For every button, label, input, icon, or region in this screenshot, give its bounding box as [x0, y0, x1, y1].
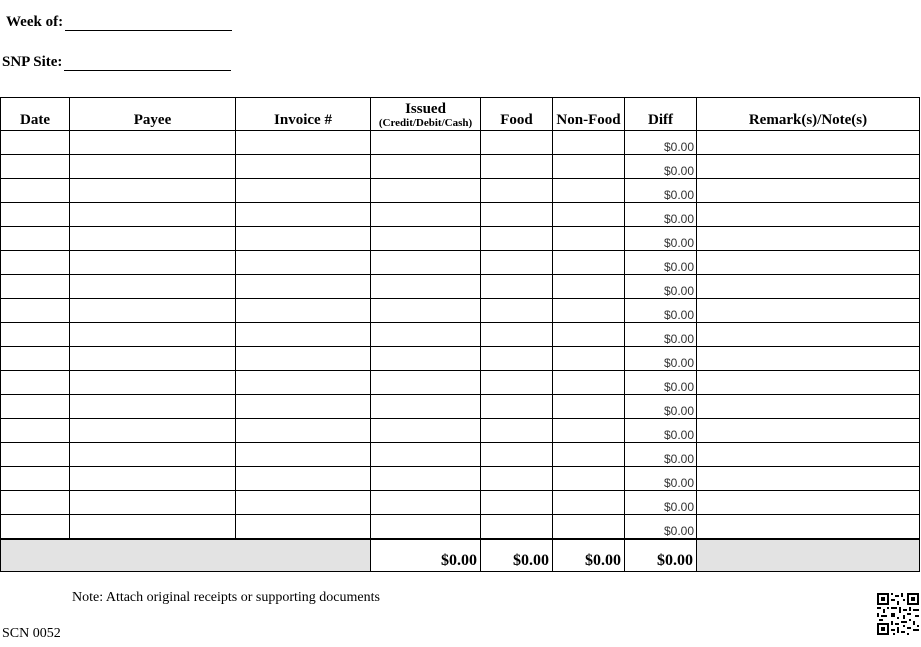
- food-cell[interactable]: [481, 203, 553, 227]
- header-issued: [371, 98, 481, 131]
- payee-cell[interactable]: [70, 395, 236, 419]
- issued-cell[interactable]: [371, 371, 481, 395]
- issued-cell[interactable]: [371, 275, 481, 299]
- invoice-cell[interactable]: [236, 491, 371, 515]
- diff-cell: $0.00: [625, 203, 697, 227]
- invoice-cell[interactable]: [236, 515, 371, 540]
- table-row: [1, 251, 920, 275]
- snp-site-input-line[interactable]: [64, 54, 231, 71]
- issued-cell[interactable]: [371, 443, 481, 467]
- issued-cell[interactable]: [371, 515, 481, 540]
- nonfood-cell[interactable]: [553, 419, 625, 443]
- header-issued-label: Issued: [405, 101, 446, 117]
- nonfood-cell[interactable]: [553, 395, 625, 419]
- header-row: [1, 98, 920, 131]
- table-row: [1, 323, 920, 347]
- food-cell[interactable]: [481, 323, 553, 347]
- diff-cell: $0.00: [625, 227, 697, 251]
- food-cell[interactable]: [481, 251, 553, 275]
- payee-cell[interactable]: [70, 347, 236, 371]
- table-row: [1, 467, 920, 491]
- remarks-cell[interactable]: [697, 371, 920, 395]
- date-cell[interactable]: [1, 395, 70, 419]
- payee-cell[interactable]: [70, 179, 236, 203]
- invoice-cell[interactable]: [236, 251, 371, 275]
- date-cell[interactable]: [1, 371, 70, 395]
- food-cell[interactable]: [481, 443, 553, 467]
- table-row: [1, 299, 920, 323]
- date-cell[interactable]: [1, 179, 70, 203]
- table-row: [1, 275, 920, 299]
- issued-cell[interactable]: [371, 491, 481, 515]
- nonfood-cell[interactable]: [553, 467, 625, 491]
- total-issued: $0.00: [371, 539, 481, 572]
- food-cell[interactable]: [481, 179, 553, 203]
- date-cell[interactable]: [1, 155, 70, 179]
- remarks-cell[interactable]: [697, 131, 920, 155]
- issued-cell[interactable]: [371, 227, 481, 251]
- diff-cell: $0.00: [625, 347, 697, 371]
- remarks-cell[interactable]: [697, 227, 920, 251]
- payee-cell[interactable]: [70, 299, 236, 323]
- nonfood-cell[interactable]: [553, 179, 625, 203]
- issued-cell[interactable]: [371, 131, 481, 155]
- food-cell[interactable]: [481, 347, 553, 371]
- invoice-cell[interactable]: [236, 275, 371, 299]
- remarks-cell[interactable]: [697, 419, 920, 443]
- invoice-cell[interactable]: [236, 323, 371, 347]
- table-row: [1, 419, 920, 443]
- form-code: SCN 0052: [2, 626, 61, 641]
- nonfood-cell[interactable]: [553, 371, 625, 395]
- diff-cell: $0.00: [625, 395, 697, 419]
- table-row: [1, 371, 920, 395]
- table-row: [1, 347, 920, 371]
- date-cell[interactable]: [1, 347, 70, 371]
- date-cell[interactable]: [1, 275, 70, 299]
- food-cell[interactable]: [481, 491, 553, 515]
- date-cell[interactable]: [1, 323, 70, 347]
- date-cell[interactable]: [1, 491, 70, 515]
- total-food: $0.00: [481, 539, 553, 572]
- table-row: [1, 227, 920, 251]
- table-row: [1, 395, 920, 419]
- remarks-cell[interactable]: [697, 251, 920, 275]
- header-payee: Payee: [70, 98, 236, 131]
- attachment-note: Note: Attach original receipts or supporting documents: [72, 590, 380, 605]
- invoice-cell[interactable]: [236, 443, 371, 467]
- invoice-cell[interactable]: [236, 179, 371, 203]
- invoice-cell[interactable]: [236, 227, 371, 251]
- payee-cell[interactable]: [70, 491, 236, 515]
- date-cell[interactable]: [1, 203, 70, 227]
- diff-cell: $0.00: [625, 419, 697, 443]
- date-cell[interactable]: [1, 299, 70, 323]
- invoice-cell[interactable]: [236, 155, 371, 179]
- header-remarks: Remark(s)/Note(s): [697, 98, 920, 131]
- issued-cell[interactable]: [371, 347, 481, 371]
- diff-cell: $0.00: [625, 371, 697, 395]
- remarks-cell[interactable]: [697, 275, 920, 299]
- nonfood-cell[interactable]: [553, 515, 625, 540]
- totals-remarks-cell: [697, 539, 920, 572]
- total-nonfood: $0.00: [553, 539, 625, 572]
- payee-cell[interactable]: [70, 131, 236, 155]
- issued-cell[interactable]: [371, 299, 481, 323]
- invoice-cell[interactable]: [236, 419, 371, 443]
- issued-cell[interactable]: [371, 323, 481, 347]
- nonfood-cell[interactable]: [553, 299, 625, 323]
- invoice-cell[interactable]: [236, 371, 371, 395]
- date-cell[interactable]: [1, 227, 70, 251]
- food-cell[interactable]: [481, 155, 553, 179]
- table-row: [1, 491, 920, 515]
- table-row: [1, 155, 920, 179]
- header-issued-sublabel: (Credit/Debit/Cash): [378, 117, 473, 129]
- diff-cell: $0.00: [625, 515, 697, 540]
- payee-cell[interactable]: [70, 227, 236, 251]
- invoice-cell[interactable]: [236, 131, 371, 155]
- date-cell[interactable]: [1, 515, 70, 540]
- nonfood-cell[interactable]: [553, 275, 625, 299]
- date-cell[interactable]: [1, 251, 70, 275]
- remarks-cell[interactable]: [697, 443, 920, 467]
- nonfood-cell[interactable]: [553, 227, 625, 251]
- food-cell[interactable]: [481, 227, 553, 251]
- nonfood-cell[interactable]: [553, 323, 625, 347]
- nonfood-cell[interactable]: [553, 203, 625, 227]
- date-cell[interactable]: [1, 467, 70, 491]
- totals-row: [1, 539, 920, 572]
- week-of-input-line[interactable]: [65, 14, 232, 31]
- invoice-cell[interactable]: [236, 347, 371, 371]
- remarks-cell[interactable]: [697, 155, 920, 179]
- food-cell[interactable]: [481, 131, 553, 155]
- header-diff: Diff: [625, 98, 697, 131]
- issued-cell[interactable]: [371, 179, 481, 203]
- food-cell[interactable]: [481, 515, 553, 540]
- date-cell[interactable]: [1, 131, 70, 155]
- header-nonfood: Non-Food: [553, 98, 625, 131]
- food-cell[interactable]: [481, 395, 553, 419]
- table-row: [1, 131, 920, 155]
- invoice-cell[interactable]: [236, 299, 371, 323]
- payee-cell[interactable]: [70, 419, 236, 443]
- issued-cell[interactable]: [371, 251, 481, 275]
- remarks-cell[interactable]: [697, 323, 920, 347]
- payee-cell[interactable]: [70, 203, 236, 227]
- remarks-cell[interactable]: [697, 491, 920, 515]
- total-diff: $0.00: [625, 539, 697, 572]
- nonfood-cell[interactable]: [553, 443, 625, 467]
- qr-code-icon: [876, 592, 920, 636]
- issued-cell[interactable]: [371, 395, 481, 419]
- payee-cell[interactable]: [70, 443, 236, 467]
- remarks-cell[interactable]: [697, 179, 920, 203]
- diff-cell: $0.00: [625, 155, 697, 179]
- week-of-label: Week of:: [6, 14, 64, 30]
- food-cell[interactable]: [481, 299, 553, 323]
- diff-cell: $0.00: [625, 251, 697, 275]
- payee-cell[interactable]: [70, 251, 236, 275]
- food-cell[interactable]: [481, 467, 553, 491]
- remarks-cell[interactable]: [697, 347, 920, 371]
- invoice-cell[interactable]: [236, 467, 371, 491]
- payee-cell[interactable]: [70, 371, 236, 395]
- nonfood-cell[interactable]: [553, 155, 625, 179]
- nonfood-cell[interactable]: [553, 491, 625, 515]
- diff-cell: $0.00: [625, 275, 697, 299]
- food-cell[interactable]: [481, 419, 553, 443]
- payee-cell[interactable]: [70, 515, 236, 540]
- header-invoice: Invoice #: [236, 98, 371, 131]
- week-of-field: [6, 14, 232, 31]
- header-date: Date: [1, 98, 70, 131]
- nonfood-cell[interactable]: [553, 347, 625, 371]
- food-cell[interactable]: [481, 371, 553, 395]
- invoice-cell[interactable]: [236, 395, 371, 419]
- food-cell[interactable]: [481, 275, 553, 299]
- diff-cell: $0.00: [625, 299, 697, 323]
- diff-cell: $0.00: [625, 443, 697, 467]
- date-cell[interactable]: [1, 443, 70, 467]
- remarks-cell[interactable]: [697, 515, 920, 540]
- table-row: [1, 443, 920, 467]
- nonfood-cell[interactable]: [553, 251, 625, 275]
- date-cell[interactable]: [1, 419, 70, 443]
- totals-blank-cell: [1, 539, 371, 572]
- remarks-cell[interactable]: [697, 467, 920, 491]
- diff-cell: $0.00: [625, 323, 697, 347]
- remarks-cell[interactable]: [697, 395, 920, 419]
- table-row: [1, 179, 920, 203]
- issued-cell[interactable]: [371, 467, 481, 491]
- nonfood-cell[interactable]: [553, 131, 625, 155]
- table-row: [1, 515, 920, 540]
- header-food: Food: [481, 98, 553, 131]
- payee-cell[interactable]: [70, 467, 236, 491]
- invoice-cell[interactable]: [236, 203, 371, 227]
- diff-cell: $0.00: [625, 467, 697, 491]
- payee-cell[interactable]: [70, 275, 236, 299]
- expense-log-table: [0, 97, 920, 572]
- payee-cell[interactable]: [70, 323, 236, 347]
- issued-cell[interactable]: [371, 155, 481, 179]
- diff-cell: $0.00: [625, 131, 697, 155]
- remarks-cell[interactable]: [697, 299, 920, 323]
- diff-cell: $0.00: [625, 491, 697, 515]
- issued-cell[interactable]: [371, 419, 481, 443]
- snp-site-label: SNP Site:: [2, 54, 63, 70]
- remarks-cell[interactable]: [697, 203, 920, 227]
- payee-cell[interactable]: [70, 155, 236, 179]
- diff-cell: $0.00: [625, 179, 697, 203]
- snp-site-field: [2, 54, 231, 71]
- table-row: [1, 203, 920, 227]
- issued-cell[interactable]: [371, 203, 481, 227]
